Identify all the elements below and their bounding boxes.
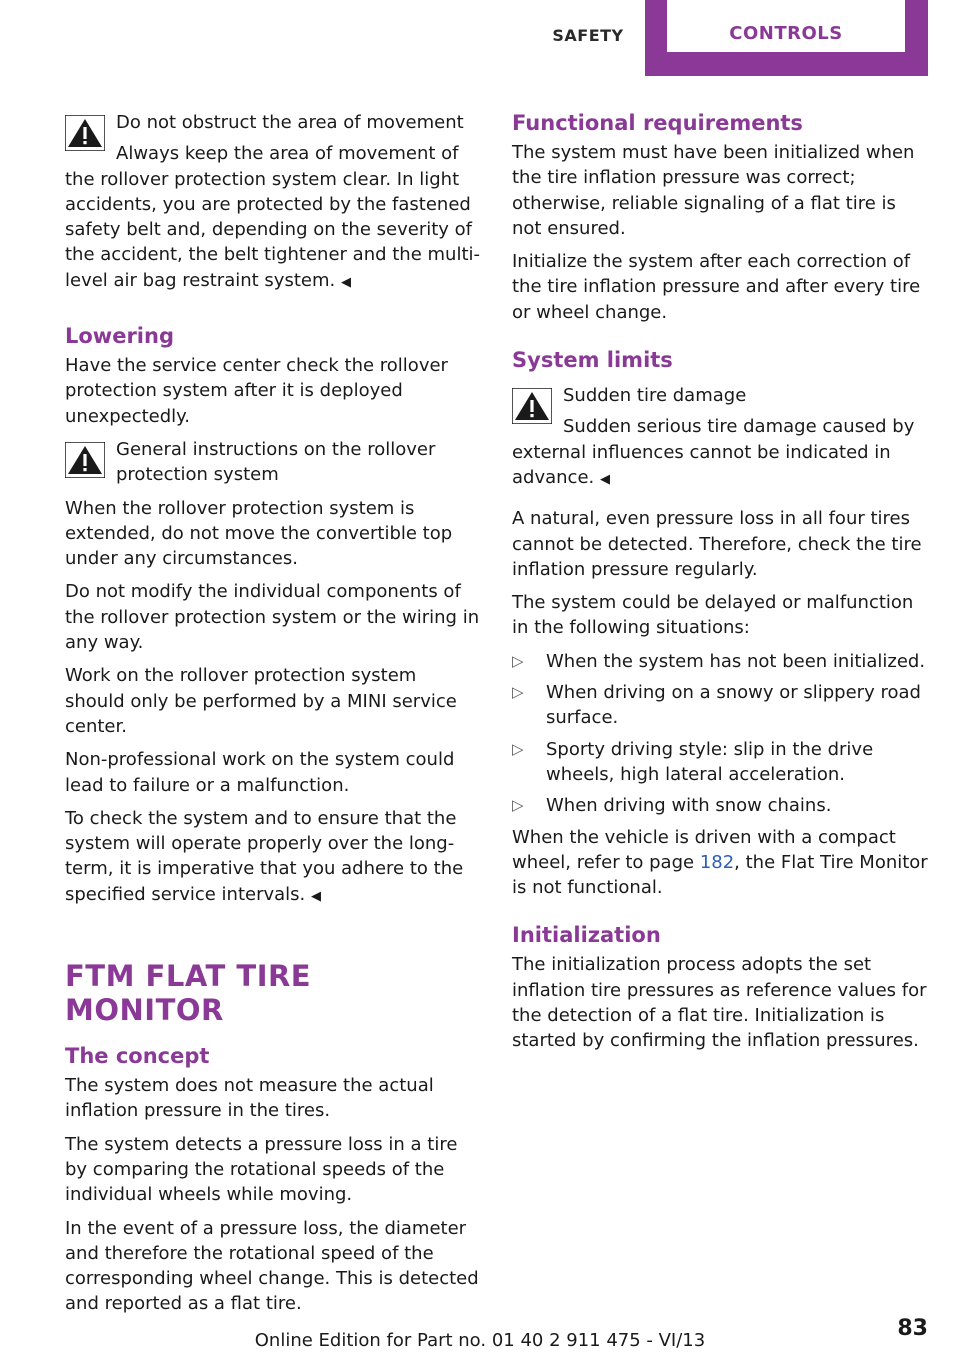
section-heading-concept: The concept — [65, 1044, 210, 1069]
section-heading-lowering: Lowering — [65, 324, 174, 349]
warning-triangle-icon — [512, 388, 552, 424]
paragraph: In the event of a pressure loss, the diameter and therefore the rotational speed of the corresponding wheel change. This is detected and reported as a flat tire. — [65, 1217, 479, 1315]
paragraph: Work on the rollover protection system should only be performed by a MINI service center. — [65, 665, 457, 737]
section-heading-system-limits: System limits — [512, 348, 673, 373]
paragraph: Have the service center check the rollover protection system after it is deployed unexpectedly. — [65, 355, 448, 427]
warning-triangle-icon — [65, 115, 105, 151]
paragraph: The system must have been initialized when the tire inflation pressure was correct; otherwise, reliable signaling of a flat tire is not ensured. — [512, 142, 915, 239]
chapter-heading-ftm: FTM FLAT TIRE MONITOR — [65, 959, 312, 1028]
list-item: ▷ When driving with snow chains. — [512, 793, 930, 818]
right-column — [512, 110, 930, 1062]
warning-text: Sudden serious tire damage caused by external influences cannot be indicated in advance. ◀ — [512, 416, 915, 488]
paragraph: Initialize the system after each correction of the tire inflation pressure and after every tire or wheel change. — [512, 251, 921, 323]
situation-list — [512, 649, 930, 819]
paragraph: A natural, even pressure loss in all four tires cannot be detected. Therefore, check the tire inflation pressure regularly. — [512, 508, 922, 580]
bullet-triangle-icon: ▷ — [512, 739, 524, 758]
bullet-triangle-icon: ▷ — [512, 796, 524, 815]
paragraph: When the rollover protection system is extended, do not move the convertible top under any circumstances. — [65, 497, 453, 570]
bullet-triangle-icon: ▷ — [512, 651, 524, 670]
paragraph: Non-professional work on the system could lead to failure or a malfunction. — [65, 749, 455, 796]
warning-text: Always keep the area of movement of the rollover protection system clear. In light accidents, you are protected by the fastened safety belt and, depending on the severity of the accident, the belt tightener and the multi-level air bag restraint system. ◀ — [65, 143, 481, 291]
end-mark: ◀ — [311, 888, 321, 904]
warning-triangle-icon — [65, 442, 105, 478]
section-heading-initialization: Initialization — [512, 923, 661, 948]
paragraph: When the vehicle is driven with a compact wheel, refer to page 182, the Flat Tire Monitor is not functional. — [512, 826, 928, 899]
paragraph: The system does not measure the actual inflation pressure in the tires. — [65, 1075, 434, 1122]
list-item: ▷ When driving on a snowy or slippery road surface. — [512, 682, 921, 729]
left-column — [65, 110, 480, 1325]
header-chapter-label: CONTROLS — [667, 0, 905, 52]
header-section-label: SAFETY — [552, 26, 624, 45]
end-mark: ◀ — [340, 274, 351, 290]
bullet-triangle-icon: ▷ — [512, 683, 524, 702]
warning-block — [65, 437, 480, 488]
paragraph: The system detects a pressure loss in a tire by comparing the rotational speeds of the individual wheels while moving. — [65, 1133, 458, 1206]
end-mark: ◀ — [599, 471, 610, 487]
header-chapter-tab[interactable] — [645, 0, 928, 76]
paragraph: The system could be delayed or malfunction in the following situations: — [512, 592, 914, 639]
warning-title: Sudden tire damage — [563, 385, 747, 407]
warning-title: Do not obstruct the area of movement — [116, 112, 464, 133]
list-item: ▷ When the system has not been initialized. — [512, 649, 930, 674]
paragraph: To check the system and to ensure that the system will operate properly over the long-term, it is imperative that you adhere to the specified service intervals. ◀ — [65, 807, 464, 905]
footer-edition: Online Edition for Part no. 01 40 2 911 475 - VI/13 — [254, 1330, 706, 1351]
paragraph: Do not modify the individual components of the rollover protection system or the wiring in any way. — [65, 581, 480, 654]
paragraph: The initialization process adopts the set inflation tire pressures as reference values for the detection of a flat tire. Initialization is started by confirming the inflation pressures. — [512, 954, 927, 1052]
warning-block — [512, 383, 930, 492]
warning-block — [65, 110, 480, 295]
page-link[interactable]: 182 — [699, 851, 735, 873]
list-item: ▷ Sporty driving style: slip in the drive wheels, high lateral acceleration. — [512, 738, 874, 785]
page-number: 83 — [897, 1316, 928, 1341]
section-heading-functional-requirements: Functional requirements — [512, 111, 803, 135]
warning-title: General instructions on the rollover protection system — [116, 438, 436, 486]
